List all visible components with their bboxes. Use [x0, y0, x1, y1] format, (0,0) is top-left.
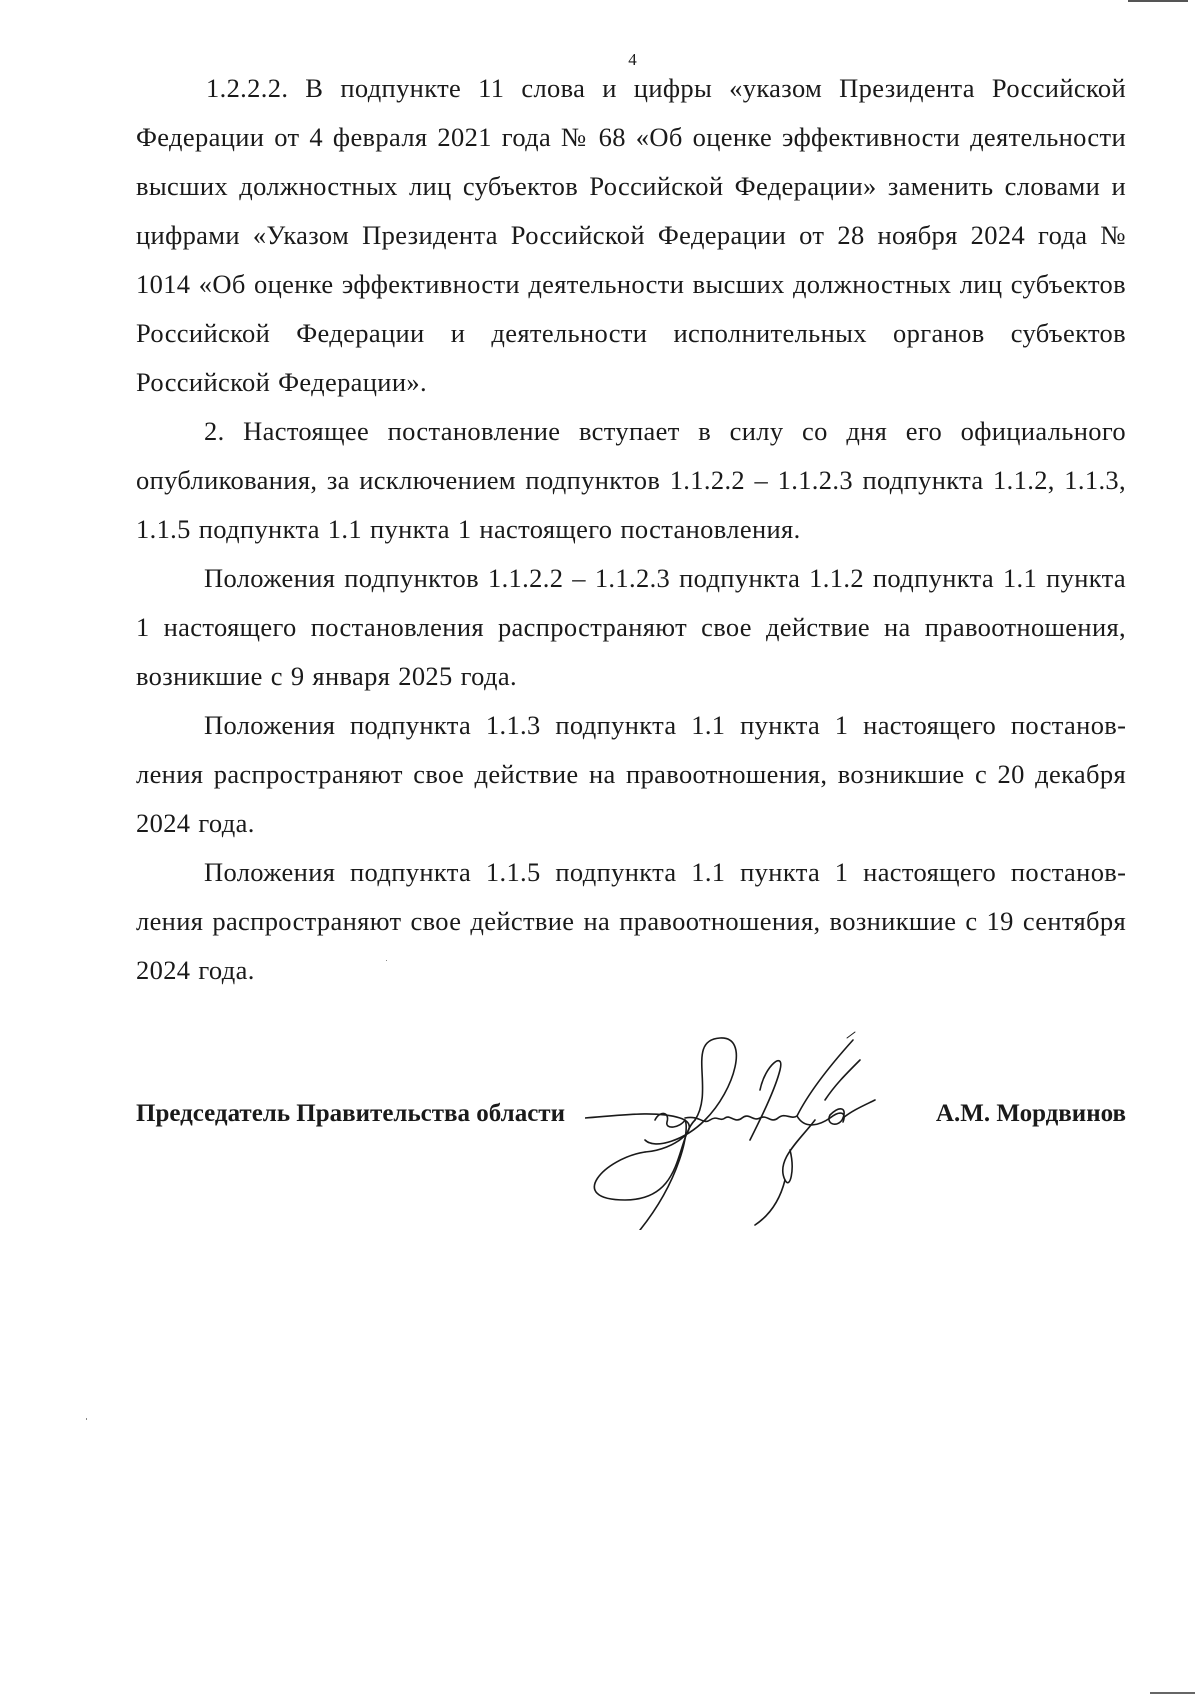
paragraph-1-2-2-2: 1.2.2.2. В подпункте 11 слова и цифры «указом Президента Российской Федерации от 4 февраля 2021 года № 68 «Об оценке эффективности деятельности высших должностных лиц субъектов Российской Федерации» заменить словами и цифрами «Указом Президента Российской Федерации от 28 ноября 2024 года № 1014 «Об оценке эффективности деятельности высших должностных лиц субъектов Российской Федерации и деятельности исполнительных органов субъектов Российской Федерации».: [136, 73, 1126, 397]
scan-artifact-top-right: [1128, 0, 1188, 2]
signatory-title: Председатель Правительства области: [136, 1100, 565, 1127]
scan-artifact-dot: [386, 960, 387, 961]
paragraph-provision-2: Положения подпункта 1.1.3 подпункта 1.1 пункта 1 настоящего постановления распространяют свое действие на правоотношения, возникшие с 20 декабря 2024 года.: [136, 710, 1126, 838]
paragraph-provision-3: Положения подпункта 1.1.5 подпункта 1.1 пункта 1 настоящего постановления распространяют свое действие на правоотношения, возникшие с 19 сентября 2024 года.: [136, 857, 1126, 985]
handwritten-signature-icon: [585, 1030, 930, 1230]
page-number: 4: [628, 50, 637, 69]
document-body: [136, 64, 1126, 995]
paragraph-effective-date: 2. Настоящее постановление вступает в силу со дня его официального опубликования, за исключением подпунктов 1.1.2.2 – 1.1.2.3 подпункта 1.1.2, 1.1.3, 1.1.5 подпункта 1.1 пункта 1 настоящего постановления.: [136, 416, 1126, 544]
paragraph-provision-1: Положения подпунктов 1.1.2.2 – 1.1.2.3 подпункта 1.1.2 подпункта 1.1 пункта 1 настоящего постановления распространяют свое действие на правоотношения, возникшие с 9 января 2025 года.: [136, 563, 1126, 691]
signatory-name: А.М. Мордвинов: [935, 1100, 1126, 1127]
scan-artifact-bottom-right: [1150, 1692, 1195, 1694]
scan-artifact-left: [86, 1418, 87, 1420]
